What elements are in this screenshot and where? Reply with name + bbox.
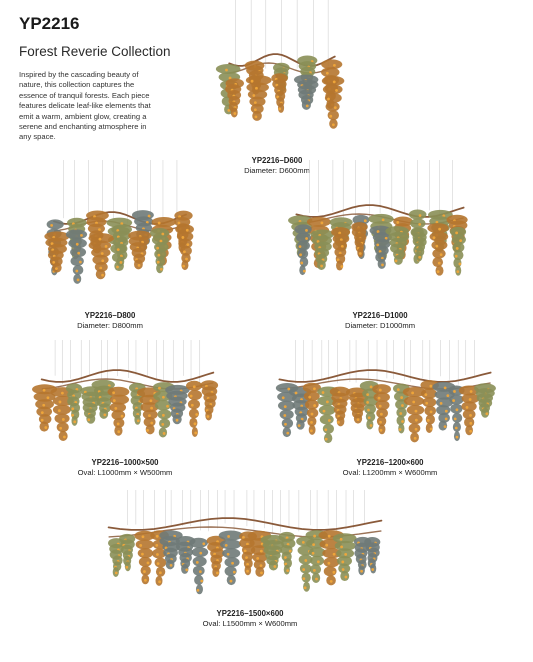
leaf-cluster <box>88 233 114 279</box>
product-dimensions: Oval: L1200mm × W600mm <box>342 468 438 477</box>
leaf-cluster <box>294 75 319 110</box>
product-code: YP2216–D800 <box>84 311 136 320</box>
leaf-cluster <box>351 222 367 257</box>
leaf-cluster <box>200 380 218 420</box>
product-code: YP2216–D1000 <box>352 311 408 320</box>
product-caption-1200x600 <box>320 458 460 478</box>
leaf-cluster <box>128 231 151 270</box>
product-dimensions: Oval: L1000mm × W500mm <box>77 468 173 477</box>
leaf-cluster <box>134 531 155 585</box>
collection-description: Inspired by the cascading beauty of nature, this collection captures the essence of tranquil forests. Each piece features delicate leaf-like elements that emit a warm, ambient glow, creating a serene and enchanting atmosphere in any space. <box>19 70 151 142</box>
product-dimensions: Diameter: D600mm <box>244 166 310 175</box>
leaf-cluster <box>271 73 287 113</box>
product-caption-d800 <box>55 311 165 331</box>
product-code: YP2216–D600 <box>251 156 303 165</box>
leaf-cluster <box>107 387 129 436</box>
ring-frame <box>42 370 214 382</box>
leaf-cluster <box>427 223 448 276</box>
product-caption-d1000 <box>325 311 435 331</box>
leaf-cluster <box>295 224 312 275</box>
leaf-cluster <box>322 76 345 129</box>
chandelier-image-1500x600 <box>90 490 400 605</box>
product-dimensions: Diameter: D1000mm <box>344 321 416 330</box>
product-caption-1500x600 <box>175 609 325 629</box>
chandelier-image-1000x500 <box>30 340 225 450</box>
leaf-cluster <box>331 227 350 270</box>
leaf-cluster <box>66 229 87 283</box>
chandelier-image-d600 <box>222 0 342 150</box>
leaf-cluster <box>279 532 296 575</box>
product-dimensions: Diameter: D800mm <box>77 321 143 330</box>
product-series-code: YP2216 <box>19 14 80 33</box>
ring-frame <box>109 518 382 530</box>
product-code: YP2216–1500×600 <box>216 609 284 618</box>
chandelier-image-d800 <box>45 160 195 300</box>
leaf-cluster <box>411 228 427 262</box>
leaf-cluster <box>450 227 466 276</box>
collection-title: Forest Reverie Collection <box>19 44 171 59</box>
leaf-cluster <box>175 224 194 270</box>
leaf-cluster <box>246 75 272 121</box>
ring-frame <box>279 370 490 382</box>
leaf-cluster <box>150 228 169 273</box>
product-caption-1000x500 <box>55 458 195 478</box>
product-code: YP2216–1000×500 <box>91 458 159 467</box>
leaf-cluster <box>186 381 202 437</box>
leaf-cluster <box>189 538 208 594</box>
product-dimensions: Oval: L1500mm × W600mm <box>202 619 298 628</box>
leaf-cluster <box>219 530 243 585</box>
product-code: YP2216–1200×600 <box>356 458 424 467</box>
chandelier-image-1200x600 <box>265 340 505 450</box>
leaf-cluster <box>44 231 69 272</box>
chandelier-image-d1000 <box>285 160 475 310</box>
